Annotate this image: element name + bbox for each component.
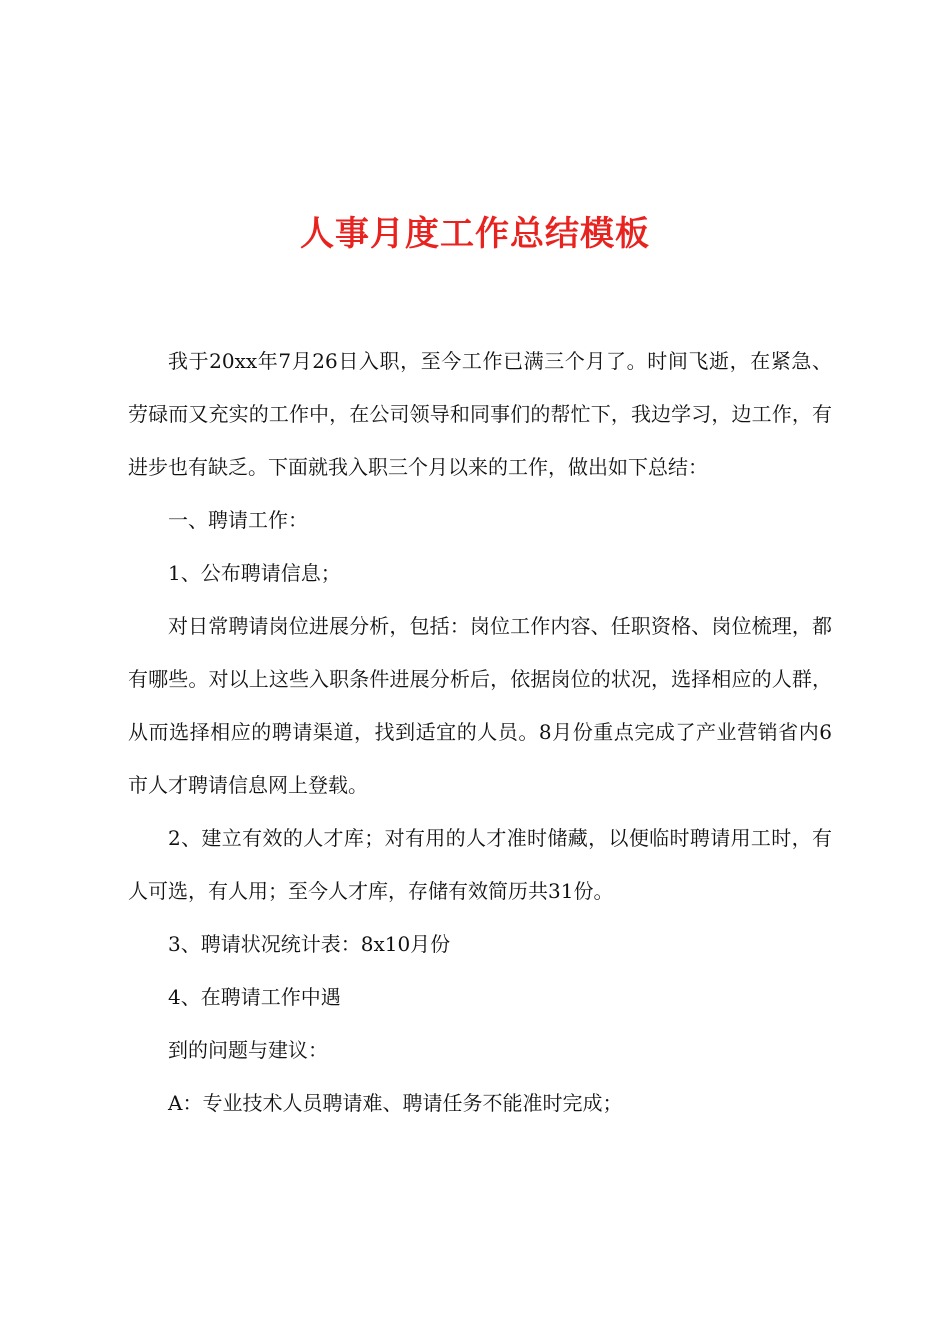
paragraph-position-analysis: 对日常聘请岗位进展分析，包括：岗位工作内容、任职资格、岗位梳理，都有哪些。对以上这些入职条件进展分析后，依据岗位的状况，选择相应的人群，从而选择相应的聘请渠道，找到适宜的人员。8月份重点完成了产业营销省内6市人才聘请信息网上登载。 (128, 614, 832, 797)
item-problems-heading: 4、在聘请工作中遇 (168, 985, 341, 1009)
item-publish-info: 1、公布聘请信息； (168, 561, 341, 585)
item-problems-heading-cont: 到的问题与建议： (168, 1038, 328, 1062)
document-title: 人事月度工作总结模板 (300, 214, 650, 254)
item-talent-pool: 2、建立有效的人才库；对有用的人才准时储藏，以便临时聘请用工时，有人可选，有人用；至今人才库，存储有效简历共31份。 (128, 826, 832, 903)
item-recruitment-stats: 3、聘请状况统计表：8x10月份 (168, 932, 451, 956)
document-body (128, 335, 832, 1130)
section-heading-recruitment: 一、聘请工作： (168, 508, 308, 532)
item-problem-a: A：专业技术人员聘请难、聘请任务不能准时完成； (168, 1091, 623, 1115)
paragraph-intro: 我于20xx年7月26日入职，至今工作已满三个月了。时间飞逝，在紧急、劳碌而又充实的工作中，在公司领导和同事们的帮忙下，我边学习，边工作，有进步也有缺乏。下面就我入职三个月以来的工作，做出如下总结： (128, 349, 832, 479)
